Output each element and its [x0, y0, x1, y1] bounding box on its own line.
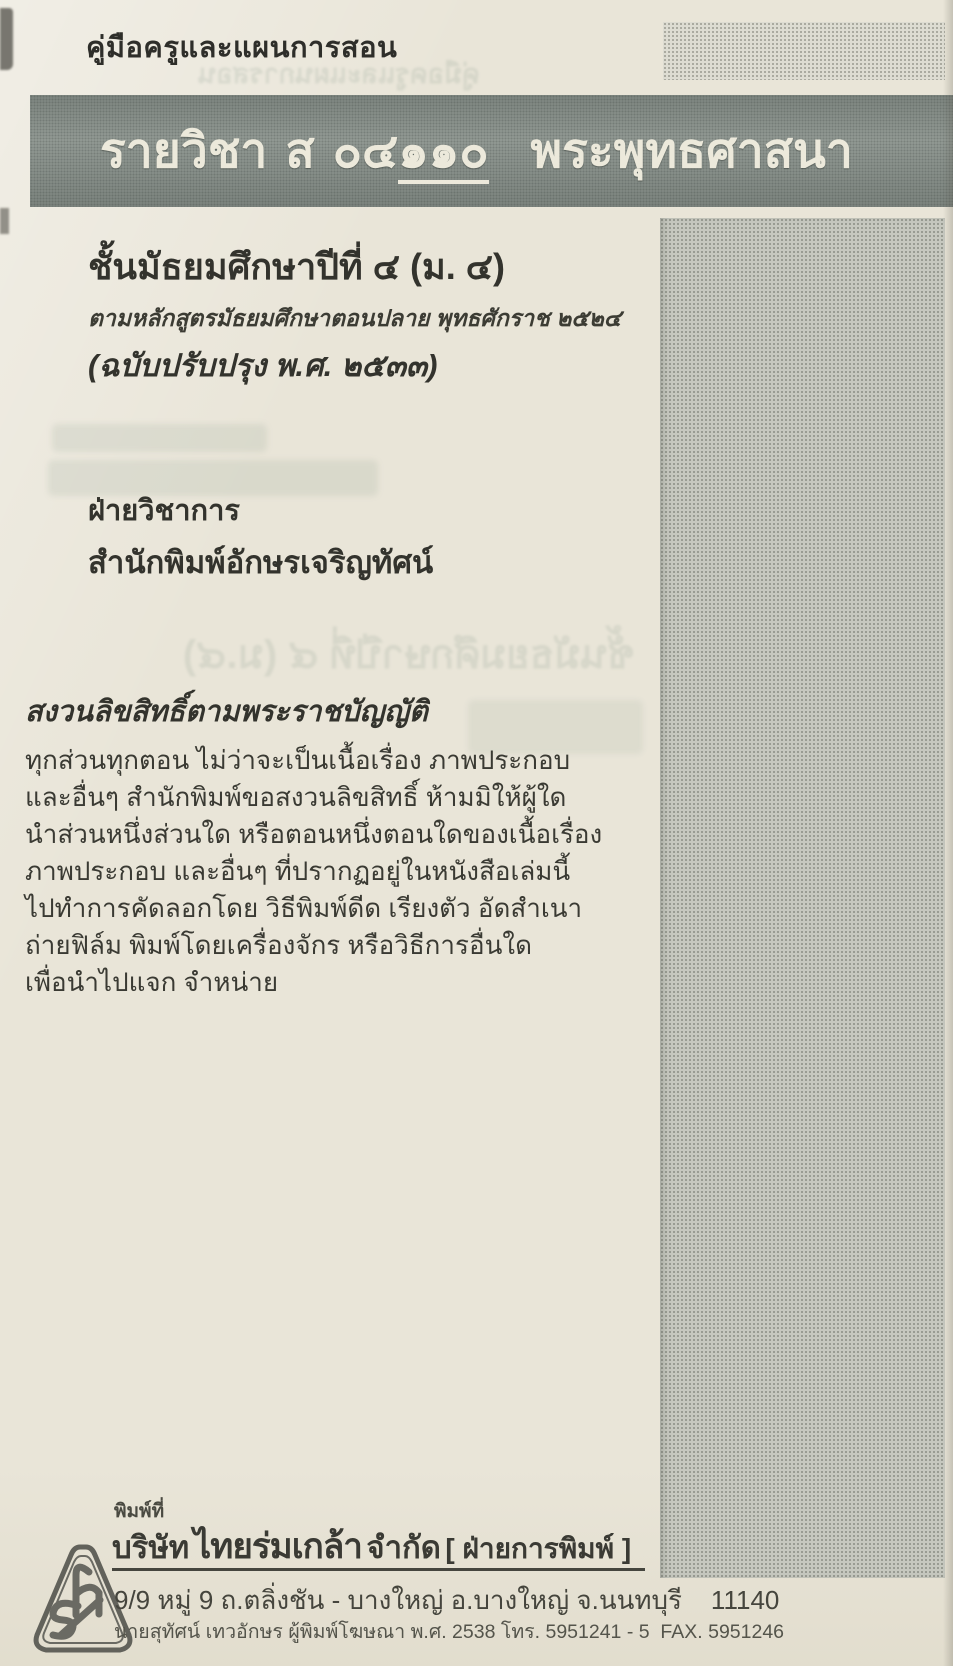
copyright-line: ทุกส่วนทุกตอน ไม่ว่าจะเป็นเนื้อเรื่อง ภาพประกอบ: [25, 745, 571, 775]
printing-company-line: [112, 1519, 631, 1574]
printed-at-label: พิมพ์ที่: [114, 1501, 165, 1522]
printer-license-line: นายสุทัศน์ เทวอักษร ผู้พิมพ์โฆษณา พ.ศ. 2538 โทร. 5951241 - 5 FAX. 5951246: [114, 1621, 785, 1643]
scan-smudge: [0, 8, 13, 70]
copyright-line: และอื่นๆ สำนักพิมพ์ขอสงวนลิขสิทธิ์ ห้ามมิให้ผู้ใด: [25, 782, 567, 812]
publisher-name-line: สำนักพิมพ์อักษรเจริญทัศน์: [88, 545, 434, 580]
imprint-underline-rule: [112, 1568, 645, 1571]
scan-smudge: [0, 208, 9, 234]
company-suffix: จำกัด: [366, 1530, 441, 1565]
company-name: ไทยร่มเกล้า: [193, 1527, 362, 1566]
copyright-line: ไปทำการคัดลอกโดย วิธีพิมพ์ดีด เรียงตัว อัดสำเนา: [25, 893, 583, 923]
copyright-paragraph: [25, 742, 603, 1001]
copyright-heading: สงวนลิขสิทธิ์ตามพระราชบัญญัติ: [25, 696, 428, 728]
subject-letter: ส: [285, 125, 315, 178]
company-division-bracket: [ ฝ่ายการพิมพ์ ]: [445, 1533, 632, 1564]
course-label: รายวิชา: [100, 125, 268, 178]
course-banner-text: [100, 113, 853, 189]
bleed-through-smudge: [52, 424, 267, 452]
course-subject-title: พระพุทธศาสนา: [530, 125, 853, 178]
academic-department-line: ฝ่ายวิชาการ: [88, 495, 240, 527]
halftone-strip-top-right: [663, 22, 945, 80]
company-prefix: บริษัท: [112, 1530, 190, 1565]
course-title-banner: [30, 95, 953, 207]
paper-edge-shadow: [943, 0, 953, 1666]
course-code-underlined: ๑๑๐: [398, 125, 488, 184]
copyright-line: ภาพประกอบ และอื่นๆ ที่ปรากฏอยู่ในหนังสือเล่มนี้: [25, 856, 571, 886]
revision-edition-line: (ฉบับปรับปรุง พ.ศ. ๒๕๓๓): [88, 348, 438, 383]
bleed-through-text-top: คู่มือครูและแผนการสอน: [198, 59, 480, 89]
copyright-line: นำส่วนหนึ่งส่วนใด หรือตอนหนึ่งตอนใดของเนื้อเรื่อง: [25, 819, 603, 849]
grade-level-line: ชั้นมัธยมศึกษาปีที่ ๔ (ม. ๔): [88, 246, 505, 287]
printer-address-line: 9/9 หมู่ 9 ถ.ตลิ่งชัน - บางใหญ่ อ.บางใหญ่ จ.นนทบุรี 11140: [114, 1585, 780, 1615]
bleed-through-text-grade: ชั้นมัธยมศึกษาปีที่ ๔ (ม.๔): [182, 633, 635, 677]
halftone-panel-right: [660, 218, 945, 1578]
copyright-line: ถ่ายฟิล์ม พิมพ์โดยเครื่องจักร หรือวิธีการอื่นใด: [25, 930, 532, 960]
course-code-prefix: ๐๔: [332, 125, 399, 178]
copyright-line: เพื่อนำไปแจก จำหน่าย: [25, 967, 279, 997]
curriculum-line: ตามหลักสูตรมัธยมศึกษาตอนปลาย พุทธศักราช ๒๕๒๔: [88, 305, 622, 331]
series-header-note: คู่มือครูและแผนการสอน: [86, 32, 398, 64]
